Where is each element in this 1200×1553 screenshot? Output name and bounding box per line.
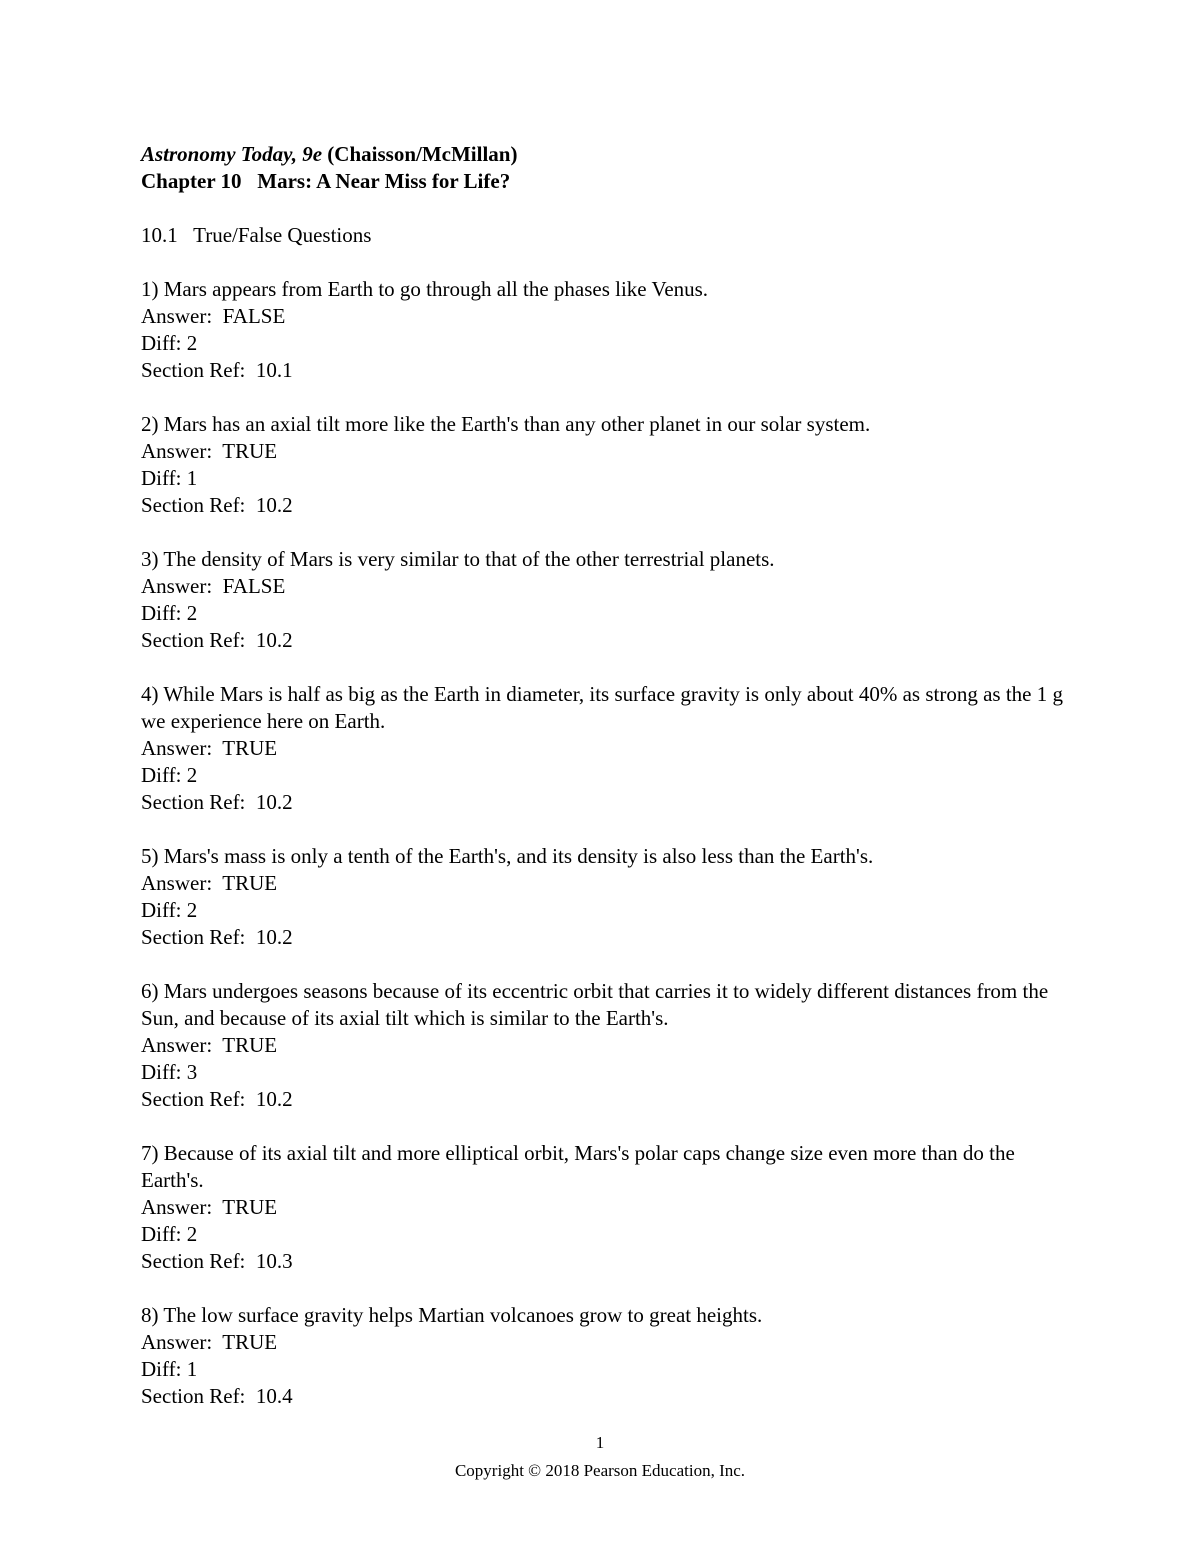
question-answer: Answer: TRUE (141, 439, 278, 463)
book-title-line (141, 141, 1081, 168)
book-title: Astronomy Today, 9e (141, 142, 323, 166)
question-text: 2) Mars has an axial tilt more like the Earth's than any other planet in our solar system. (141, 412, 871, 436)
question-section-ref: Section Ref: 10.2 (141, 1087, 293, 1111)
question-difficulty: Diff: 2 (141, 763, 198, 787)
question-text: 5) Mars's mass is only a tenth of the Earth's, and its density is also less than the Earth's. (141, 844, 874, 868)
question-text: 1) Mars appears from Earth to go through all the phases like Venus. (141, 277, 709, 301)
document-page (141, 141, 1081, 1410)
question-answer: Answer: TRUE (141, 736, 278, 760)
question-text: 7) Because of its axial tilt and more elliptical orbit, Mars's polar caps change size even more than do the Earth's. (141, 1141, 1015, 1192)
question-item (141, 843, 1081, 951)
question-item (141, 1302, 1081, 1410)
question-text: 4) While Mars is half as big as the Earth in diameter, its surface gravity is only about 40% as strong as the 1 g we experience here on Earth. (141, 682, 1063, 733)
question-difficulty: Diff: 1 (141, 1357, 198, 1381)
question-answer: Answer: TRUE (141, 1033, 278, 1057)
question-item (141, 978, 1081, 1113)
question-text: 6) Mars undergoes seasons because of its eccentric orbit that carries it to widely different distances from the Sun, and because of its axial tilt which is similar to the Earth's. (141, 979, 1049, 1030)
question-difficulty: Diff: 2 (141, 331, 198, 355)
section-heading: 10.1 True/False Questions (141, 223, 372, 247)
question-text: 8) The low surface gravity helps Martian volcanoes grow to great heights. (141, 1303, 763, 1327)
question-section-ref: Section Ref: 10.2 (141, 493, 293, 517)
question-item (141, 1140, 1081, 1275)
question-item (141, 411, 1081, 519)
question-answer: Answer: TRUE (141, 1330, 278, 1354)
page-number: 1 (595, 1433, 605, 1452)
question-section-ref: Section Ref: 10.4 (141, 1384, 293, 1408)
question-section-ref: Section Ref: 10.3 (141, 1249, 293, 1273)
question-difficulty: Diff: 3 (141, 1060, 198, 1084)
question-section-ref: Section Ref: 10.2 (141, 628, 293, 652)
question-item (141, 681, 1081, 816)
question-difficulty: Diff: 2 (141, 898, 198, 922)
question-difficulty: Diff: 2 (141, 1222, 198, 1246)
chapter-title: Chapter 10 Mars: A Near Miss for Life? (141, 169, 511, 193)
question-answer: Answer: FALSE (141, 574, 286, 598)
question-difficulty: Diff: 2 (141, 601, 198, 625)
question-section-ref: Section Ref: 10.2 (141, 790, 293, 814)
question-text: 3) The density of Mars is very similar to that of the other terrestrial planets. (141, 547, 775, 571)
question-answer: Answer: FALSE (141, 304, 286, 328)
question-answer: Answer: TRUE (141, 1195, 278, 1219)
question-item (141, 546, 1081, 654)
book-authors: (Chaisson/McMillan) (322, 142, 518, 166)
question-answer: Answer: TRUE (141, 871, 278, 895)
question-section-ref: Section Ref: 10.1 (141, 358, 293, 382)
question-item (141, 276, 1081, 384)
question-section-ref: Section Ref: 10.2 (141, 925, 293, 949)
question-difficulty: Diff: 1 (141, 466, 198, 490)
copyright-notice: Copyright © 2018 Pearson Education, Inc. (454, 1461, 746, 1480)
